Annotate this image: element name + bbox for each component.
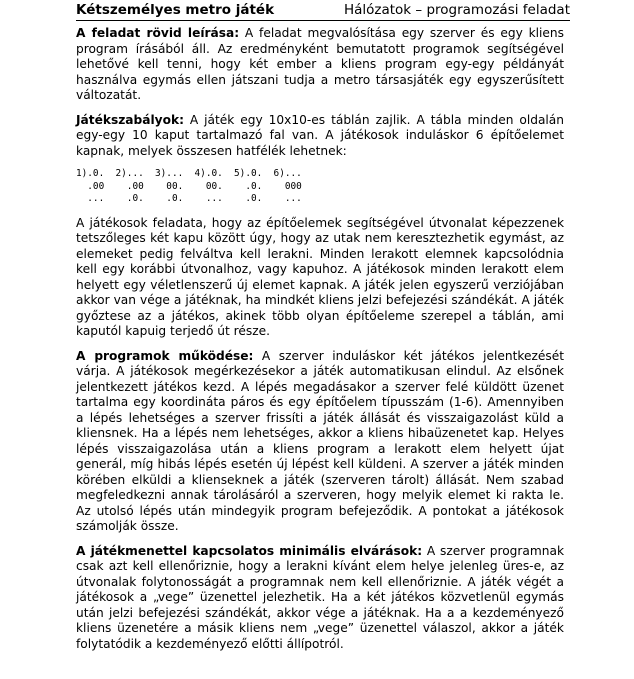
- shapes-line-2: .00 .00 00. 00. .0. 000: [76, 180, 302, 192]
- requirements-paragraph: [76, 544, 564, 653]
- page-header: [76, 2, 570, 21]
- objective-paragraph: [76, 216, 564, 340]
- document-title: Kétszemélyes metro játék: [76, 2, 275, 18]
- task-description-heading: A feladat rövid leírása:: [76, 26, 240, 40]
- objective-text: A játékosok feladata, hogy az építőelemek segítségével útvonalat képezzenek tetszőleges két kapu között úgy, hogy az utak nem keresztezhetik egymást, az elemeket pedig felváltva kell lerakni. Minden lerakott elemnek kapcsolódnia kell egy korábbi útvonalhoz, vagy kapuhoz. A játékosok minden lerakott elem helyett egy véletlenszerű új elemet kapnak. A játék jelen egyszerű verziójában akkor van vége a játéknak, ha mindkét kliens jelzi befejezési szándékát. A játék győztese az a játékos, akinek több olyan építőeleme szerepel a táblán, ami kaputól kapuig terjedő út része.: [76, 215, 564, 338]
- program-operation-text: A szerver induláskor két játékos jelentkezését várja. A játékosok megérkezésekor a játék automatikusan elindul. Az elsőnek jelentkezett játékos kezd. A lépés megadásakor a szerver felé küldött üzenet tartalma egy koordináta páros és egy építőelem típusszám (1-6). Amennyiben a lépés lehetséges a szerver frissíti a játék állását és visszaigazolást küld a kliensnek. Ha a lépés nem lehetséges, akkor a kliens hibaüzenetet kap. Helyes lépés visszaigazolása után a kliens program a lerakott elem helyett újat generál, míg hibás lépés esetén új lépést kell küldeni. A szerver a játék minden körében elküldi a klienseknek a játék (szerveren tárolt) állását. Nem szabad megfeledkezni annak tárolásáról a szerveren, hogy melyik elemet ki rakta le. Az utolsó lépés után mindegyik program befejeződik. A pontokat a játékosok számolják össze.: [76, 348, 564, 533]
- task-description-paragraph: [76, 26, 564, 104]
- requirements-text: A szerver programnak csak azt kell ellenőriznie, hogy a lerakni kívánt elem helye jelenleg üres-e, az útvonalak folytonosságát a programnak nem kell ellenőriznie. A játék végét a játékosok a „vege” üzenettel jelezhetik. Ha a két játékos közvetlenül egymás után jelzi befejezési szándékát, akkor vége a játéknak. Ha a a kezdeményező kliens üzenetére a másik kliens nem „vege” üzenettel válaszol, akkor a játék folytatódik a kezdeményező előtti állípotról.: [76, 543, 565, 651]
- document-body: [76, 26, 564, 661]
- program-operation-heading: A programok működése:: [76, 348, 254, 363]
- rules-text: A játék egy 10x10-es táblán zajlik. A tábla minden oldalán egy-egy 10 kaput tartalmazó fal van. A játékosok induláskor 6 építőelemet kapnak, melyek összesen hatfélék lehetnek:: [76, 112, 564, 158]
- rules-heading: Játékszabályok:: [76, 112, 184, 127]
- shapes-line-1: 1).0. 2)... 3)... 4).0. 5).0. 6)...: [76, 168, 302, 179]
- document-subtitle: Hálózatok – programozási feladat: [343, 2, 570, 18]
- building-blocks-listing: [76, 168, 564, 206]
- shapes-line-3: ... .0. .0. ... .0. ...: [76, 193, 302, 204]
- program-operation-paragraph: [76, 349, 564, 535]
- task-description-text: A feladat megvalósítása egy szerver és egy kliens program írásából áll. Az eredményként bemutatott programok segítségével lehetővé kell tenni, hogy két ember a kliens program egy-egy példányát használva egymás ellen játszani tudja a metro társasjáték egy egyszerűsített változatát.: [76, 26, 564, 102]
- requirements-heading: A játékmenettel kapcsolatos minimális elvárások:: [76, 543, 423, 558]
- rules-paragraph: [76, 113, 564, 160]
